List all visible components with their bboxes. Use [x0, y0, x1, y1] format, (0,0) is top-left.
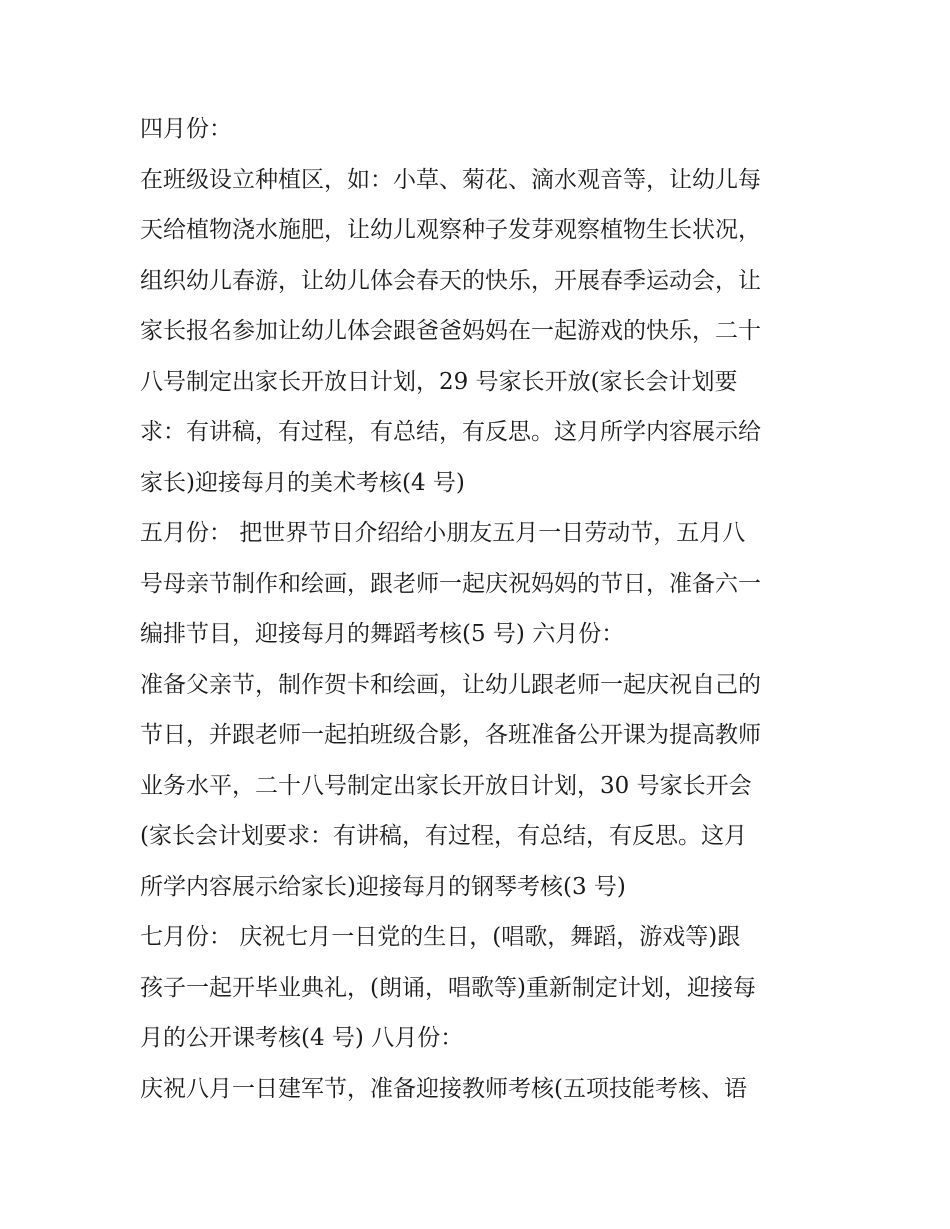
- text-line: 八号制定出家长开放日计划，29 号家长开放(家长会计划要: [140, 368, 738, 395]
- text-line: 孩子一起开毕业典礼，(朗诵，唱歌等)重新制定计划，迎接每: [140, 974, 756, 1001]
- text-line: 节日，并跟老师一起拍班级合影，各班准备公开课为提高教师: [140, 722, 761, 748]
- text-line: (家长会计划要求：有讲稿，有过程，有总结，有反思。这月: [140, 823, 747, 849]
- text-line: 家长)迎接每月的美术考核(4 号): [140, 469, 465, 496]
- document-body: [140, 104, 820, 1114]
- text-line: 天给植物浇水施肥，让幼儿观察种子发芽观察植物生长状况，: [140, 217, 761, 243]
- text-line: 五月份： 把世界节日介绍给小朋友五月一日劳动节，五月八: [140, 520, 746, 546]
- text-line: 号母亲节制作和绘画，跟老师一起庆祝妈妈的节日，准备六一: [140, 570, 761, 597]
- text-line: 业务水平，二十八号制定出家长开放日计划，30 号家长开会: [140, 772, 752, 799]
- text-line: 四月份：: [140, 116, 232, 142]
- text-line: 编排节目，迎接每月的舞蹈考核(5 号) 六月份：: [140, 621, 625, 647]
- text-line: 所学内容展示给家长)迎接每月的钢琴考核(3 号): [140, 873, 626, 900]
- text-line: 庆祝八月一日建军节，准备迎接教师考核(五项技能考核、语: [140, 1075, 747, 1102]
- text-line: 准备父亲节，制作贺卡和绘画，让幼儿跟老师一起庆祝自己的: [140, 671, 761, 698]
- text-line: 月的公开课考核(4 号) 八月份：: [140, 1025, 464, 1051]
- text-line: 家长报名参加让幼儿体会跟爸爸妈妈在一起游戏的快乐，二十: [140, 318, 761, 344]
- text-line: 组织幼儿春游，让幼儿体会春天的快乐，开展春季运动会，让: [140, 267, 761, 294]
- text-line: 求：有讲稿，有过程，有总结，有反思。这月所学内容展示给: [140, 419, 761, 445]
- text-line: 在班级设立种植区，如：小草、菊花、滴水观音等，让幼儿每: [140, 166, 761, 193]
- text-line: 七月份： 庆祝七月一日党的生日，(唱歌，舞蹈，游戏等)跟: [140, 924, 741, 950]
